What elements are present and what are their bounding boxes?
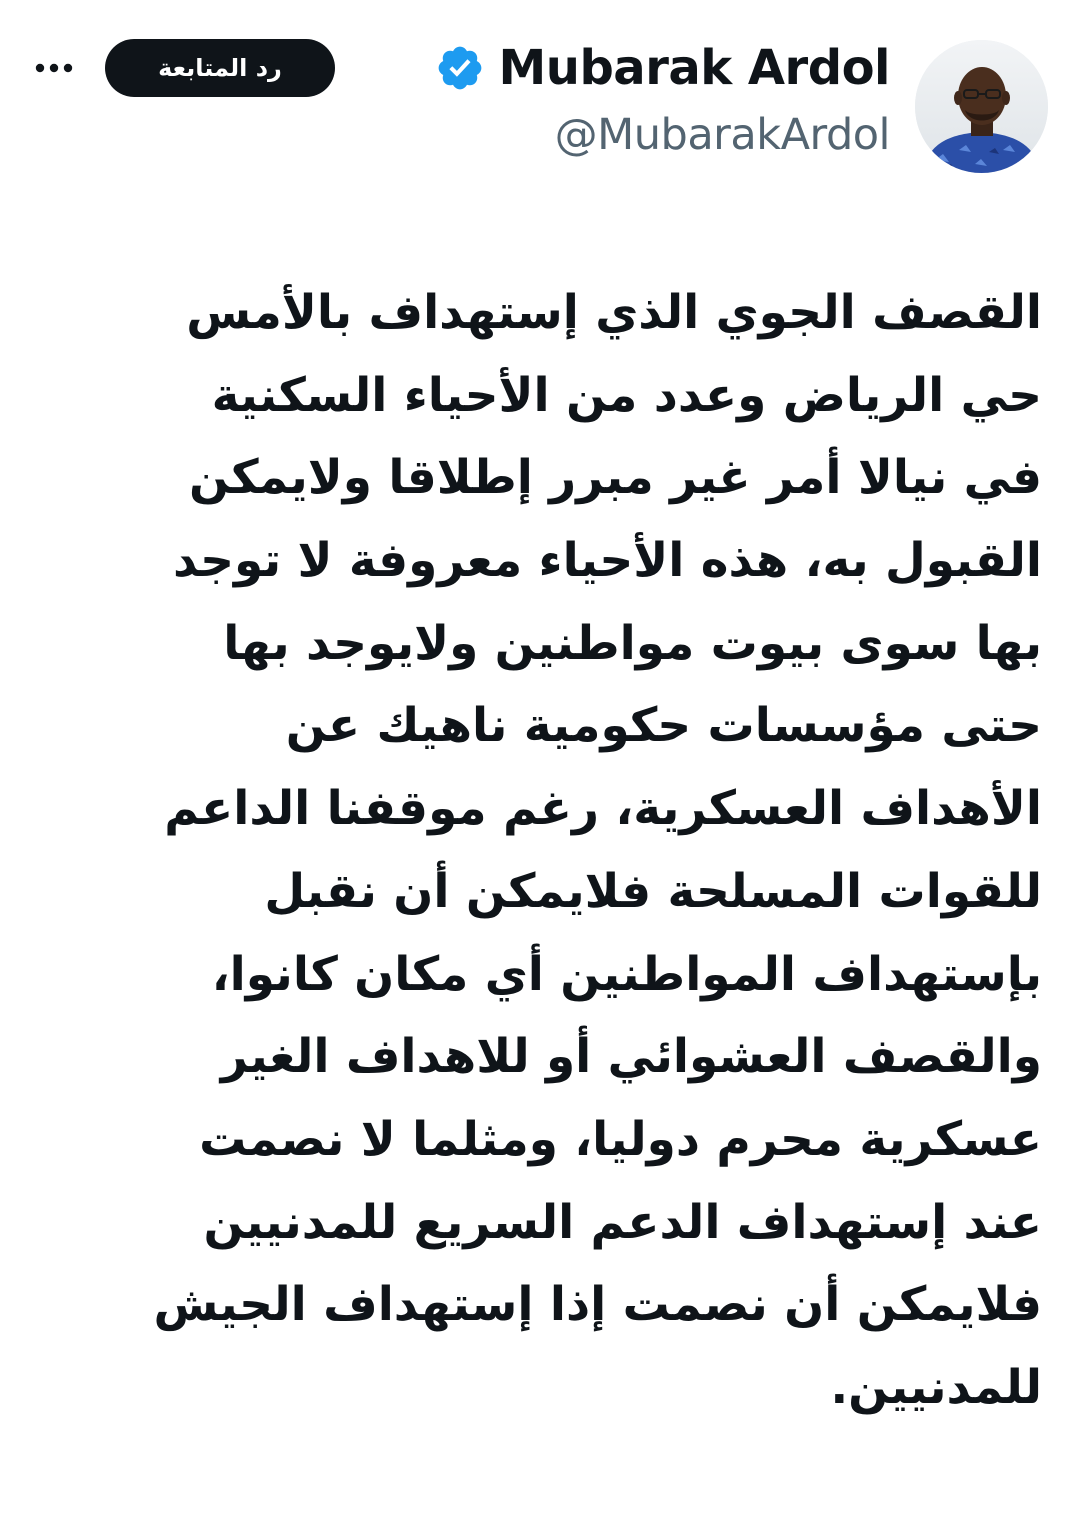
more-options-button[interactable] (34, 48, 74, 88)
author-handle[interactable]: @MubarakArdol (554, 110, 890, 160)
follow-back-button[interactable]: رد المتابعة (105, 39, 335, 97)
tweet-text-line: عسكرية محرم دوليا، ومثلما لا نصمت (199, 1111, 1042, 1167)
tweet-text-line: للمدنيين. (830, 1359, 1042, 1415)
tweet-text-line: بها سوى بيوت مواطنين ولايوجد بها (223, 615, 1042, 671)
tweet-text-line: بإستهداف المواطنين أي مكان كانوا، (211, 946, 1042, 1002)
tweet-text-line: والقصف العشوائي أو للاهداف الغير (220, 1029, 1042, 1085)
author-avatar[interactable] (915, 40, 1048, 173)
author-name-row (435, 38, 891, 98)
more-dots-icon (34, 62, 74, 74)
previous-tweet-cutoff (260, 0, 880, 12)
tweet-text-line: حتى مؤسسات حكومية ناهيك عن (285, 698, 1042, 754)
tweet-text (32, 272, 1042, 1430)
tweet-text-line: القبول به، هذه الأحياء معروفة لا توجد (172, 533, 1042, 589)
verified-badge-icon (435, 43, 485, 93)
tweet-text-line: للقوات المسلحة فلايمكن أن نقبل (264, 863, 1042, 919)
author-info[interactable] (435, 38, 891, 168)
tweet-text-line: الأهداف العسكرية، رغم موقفنا الداعم (164, 781, 1042, 837)
tweet-text-line: القصف الجوي الذي إستهداف بالأمس (186, 285, 1042, 340)
tweet-text-line: عند إستهداف الدعم السريع للمدنيين (203, 1194, 1042, 1250)
tweet-text-line: فلايمكن أن نصمت إذا إستهداف الجيش (153, 1277, 1042, 1333)
author-display-name[interactable]: Mubarak Ardol (498, 40, 890, 96)
tweet-text-line: حي الرياض وعدد من الأحياء السكنية (211, 367, 1042, 423)
profile-photo (915, 40, 1048, 173)
tweet-text-line: في نيالا أمر غير مبرر إطلاقا ولايمكن (188, 450, 1042, 506)
